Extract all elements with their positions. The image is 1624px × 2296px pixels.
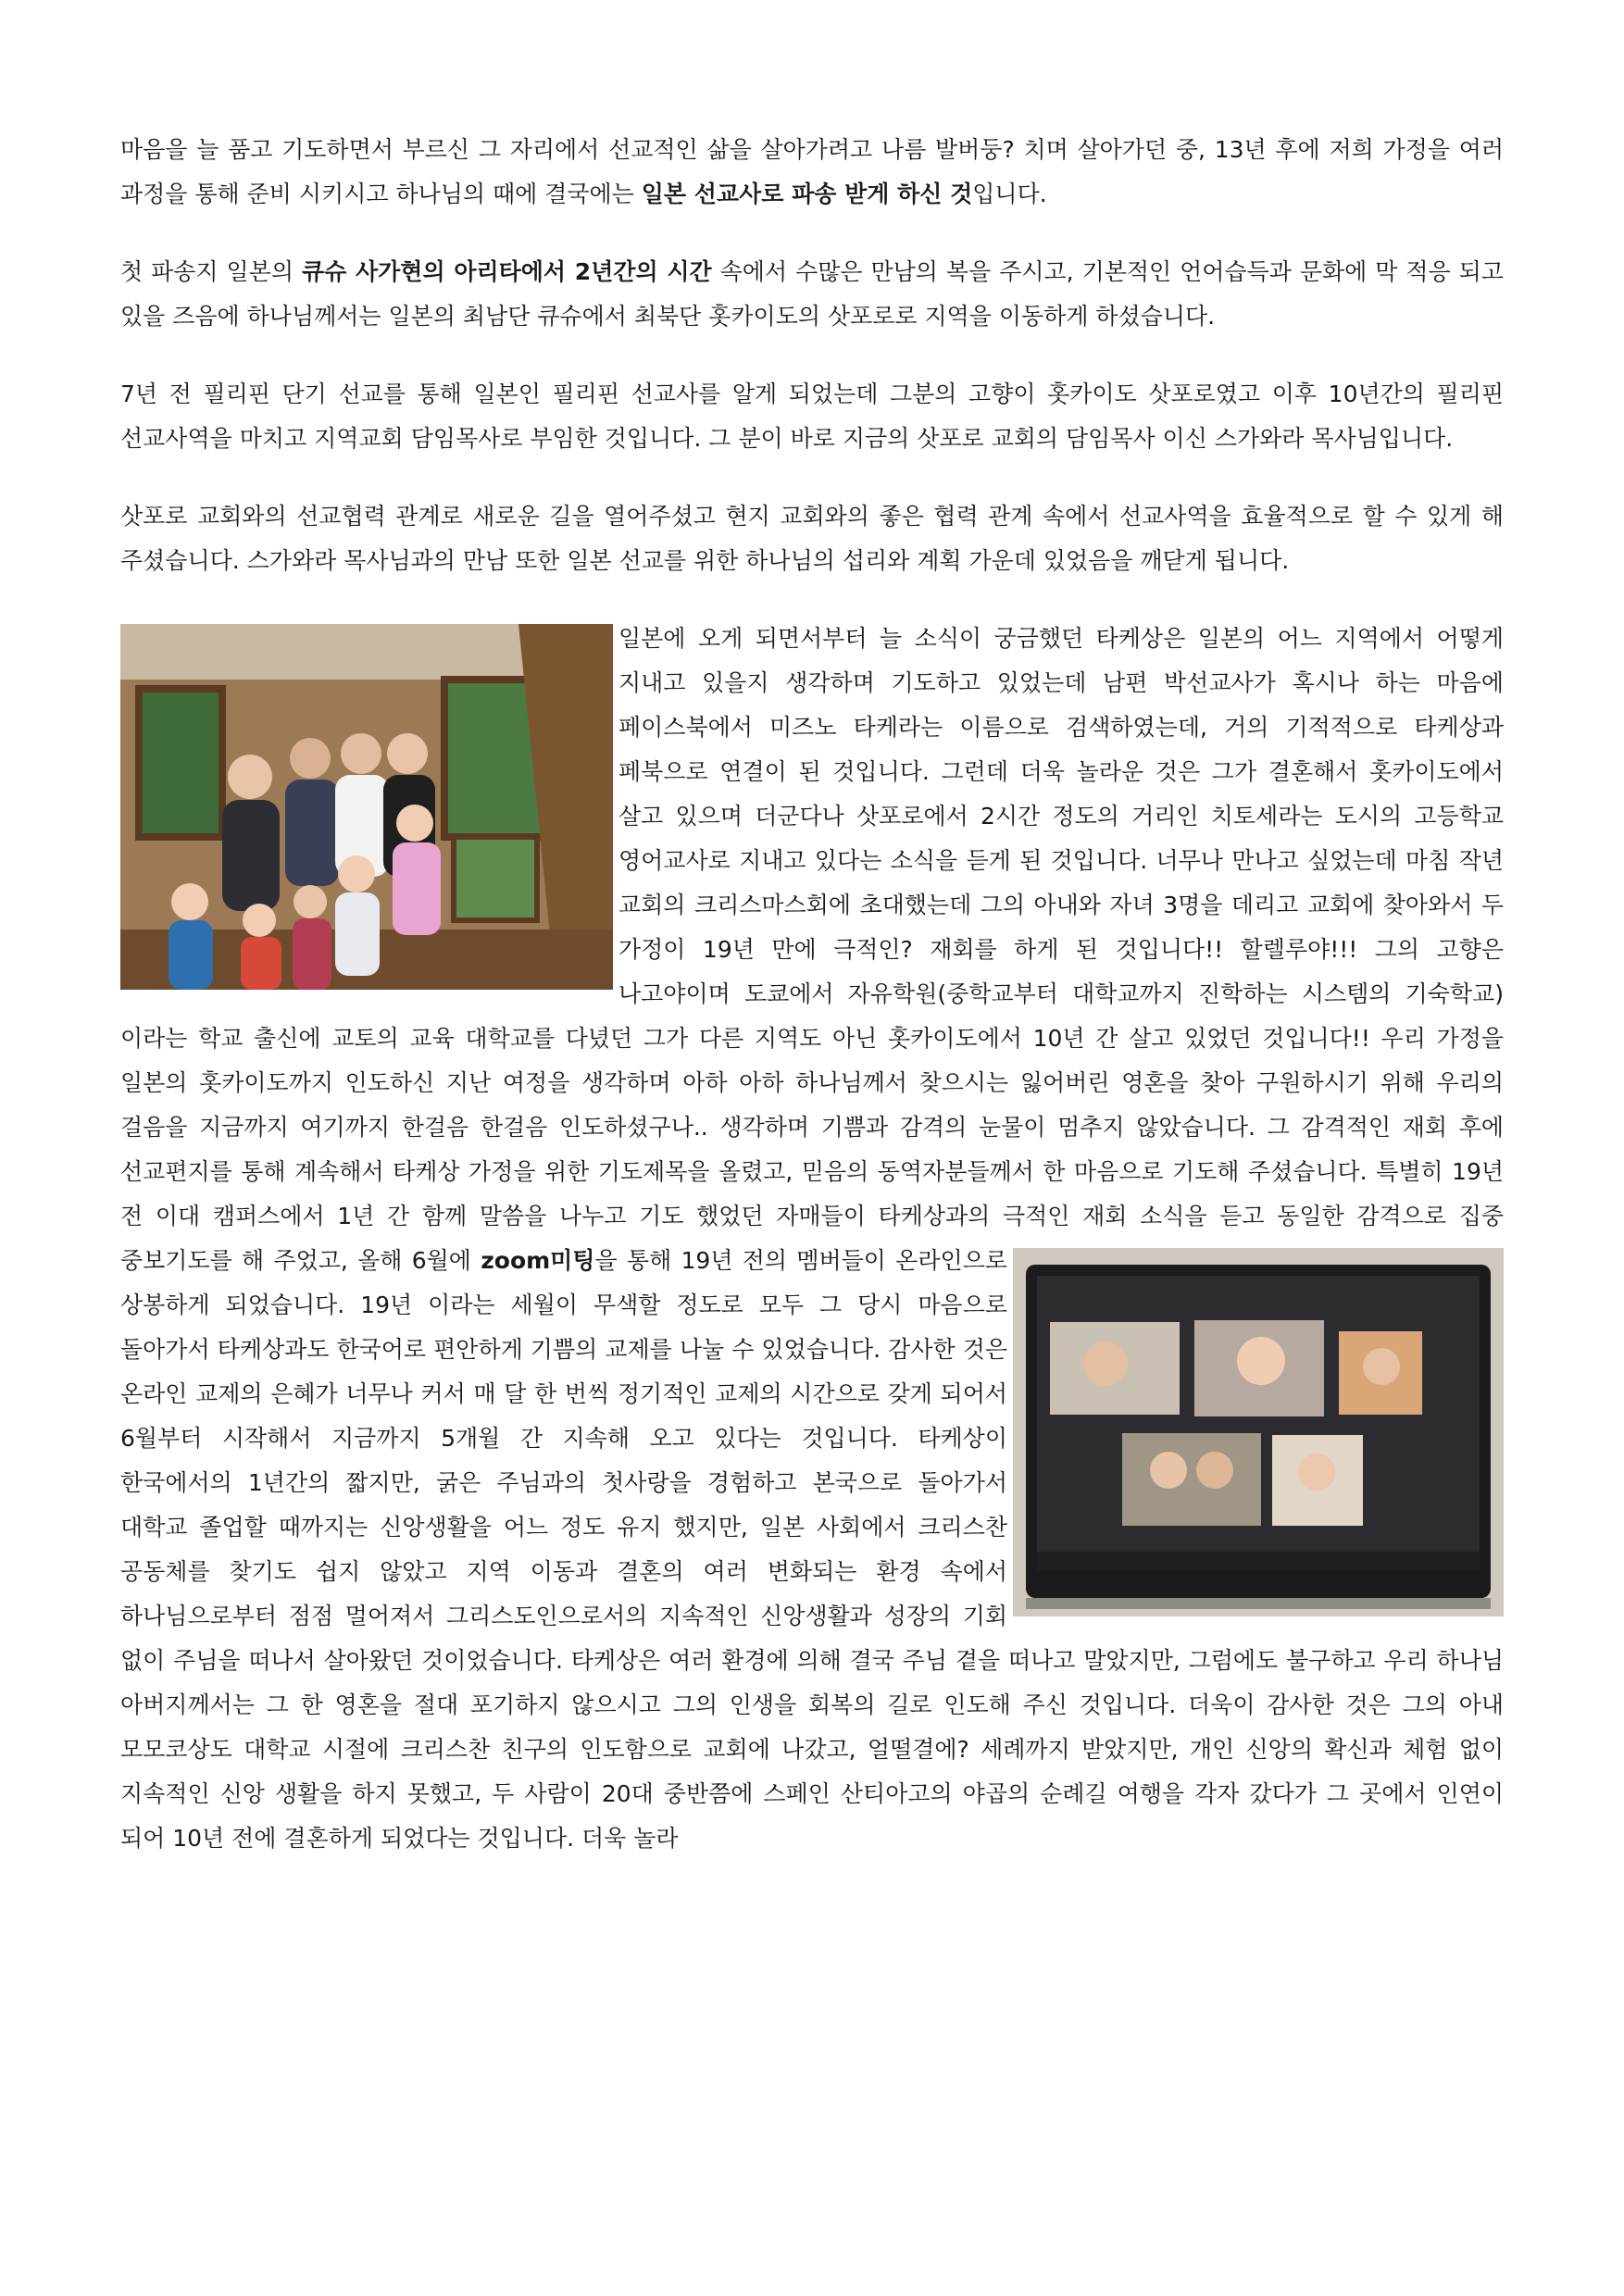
text-run: 을 통해 19년 전의 멤버들이 온라인으로 상봉하게 되었습니다. 19년 이라는 세월이 무색할 정도로 모두 그 당시 마음으로 돌아가서 타케상과도 한국어로 편안하게 기쁨의 교제를 나눌 수 있었습니다. 감사한 것은 온라인 교제의 은혜가 너무나 커서 매 달 한 번씩 정기적인 교제의 시간으로 갖게 되어서 6월부터 시작해서 지금까지 5개월 간 지속해 오고 있다는 것입니다. 타케상이 한국에서의 1년간의 짧지만, 굵은 주님과의 첫사랑을 경험하고 본국으로 돌아가서 대학교 졸업할 때까지는 신앙생활을 어느 정도 유지 했지만, 일본 사회에서 크리스찬 공동체를 찾기도 쉽지 않았고 지역 이동과 결혼의 여러 변화되는 환경 속에서 하나님으로부터 점점 멀어져서 그리스도인으로서의 지속적인 신앙생활과 성장의 기회 없이 주님을 떠나서 살아왔던 것이었습니다. 타케상은 여러 환경에 의해 결국 주님 곁을 떠나고 말았지만, 그럼에도 불구하고 우리 하나님 아버지께서는 그 한 영혼을 절대 포기하지 않으시고 그의 인생을 회복의 길로 인도해 주신 것입니다. 더욱이 감사한 것은 그의 아내 모모코상도 대학교 시절에 크리스찬 친구의 인도함으로 교회에 나갔고, 얼떨결에? 세례까지 받았지만, 개인 신앙의 확신과 체험 없이 지속적인 신앙 생활을 하지 못했고, 두 사람이 20대 중반쯤에 스페인 산티아고의 야곱의 순례길 여행을 각자 갔다가 그 곳에서 인연이 되어 10년 전에 결혼하게 되었다는 것입니다. 더욱 놀라 (120, 1247, 1504, 1852)
text-run: 마음을 늘 품고 기도하면서 부르신 그 자리에서 선교적인 삶을 살아가려고 나름 발버둥? 치며 살아가던 중, 13년 후에 저희 가정을 여러 과정을 통해 준비 시키시고 하나님의 때에 결국에는 (120, 136, 1504, 207)
text-run: 첫 파송지 일본의 (120, 258, 302, 285)
text-run: 입니다. (972, 181, 1047, 207)
text-run: 일본에 오게 되면서부터 늘 소식이 궁금했던 타케상은 일본의 어느 지역에서 어떻게 지내고 있을지 생각하며 기도하고 있었는데 남편 박선교사가 혹시나 하는 마음에 페이스북에서 미즈노 타케라는 이름으로 검색하였는데, 거의 기적적으로 타케상과 페북으로 연결이 된 것입니다. 그런데 더욱 놀라운 것은 그가 결혼해서 홋카이도에서 살고 있으며 더군다나 삿포로에서 2시간 정도의 거리인 치토세라는 도시의 고등학교 영어교사로 지내고 있다는 소식을 듣게 된 것입니다. 너무나 만나고 싶었는데 마침 작년 교회의 크리스마스회에 초대했는데 그의 아내와 자녀 3명을 데리고 교회에 찾아와서 두 가정이 19년 만에 극적인? 재회를 하게 된 것입니다!! 할렐루야!!! 그의 고향은 나고야이며 도쿄에서 자유학원(중학교부터 대학교까지 진학하는 시스템의 기숙학교)이라는 학교 출신에 교토의 교육 대학교를 다녔던 그가 다른 지역도 아닌 홋카이도에서 10년 간 살고 있었던 것입니다!! 우리 가정을 일본의 홋카이도까지 인도하신 지난 여정을 생각하며 아하 아하 하나님께서 찾으시는 잃어버린 영혼을 찾아 구원하시기 위해 우리의 걸음을 지금까지 여기까지 한걸음 한걸음 인도하셨구나.. 생각하며 기쁨과 감격의 눈물이 멈추지 않았습니다. 그 감격적인 재회 후에 선교편지를 통해 계속해서 타케상 가정을 위한 기도제목을 올렸고, 믿음의 동역자분들께서 한 마음으로 기도해 주셨습니다. 특별히 19년 전 이대 캠퍼스에서 1년 간 함께 말씀을 나누고 기도 했었던 자매들이 타케상과의 극적인 재회 소식을 듣고 동일한 감격으로 집중 중보기도를 해 주었고, 올해 6월에 (120, 625, 1504, 1274)
zoom-meeting-photo (1013, 1248, 1504, 1616)
document-body (120, 128, 1504, 1861)
bold-run: 일본 선교사로 파송 받게 하신 것 (641, 181, 973, 207)
zoom-photo-illustration (1013, 1248, 1504, 1616)
paragraph-3: 7년 전 필리핀 단기 선교를 통해 일본인 필리핀 선교사를 알게 되었는데 그분의 고향이 홋카이도 삿포로였고 이후 10년간의 필리핀 선교사역을 마치고 지역교회 담임목사로 부임한 것입니다. 그 분이 바로 지금의 삿포로 교회의 담임목사 이신 스가와라 목사님입니다. (120, 381, 1504, 452)
family-photo-illustration (120, 624, 613, 990)
paragraph-1 (120, 128, 1504, 217)
family-group-photo (120, 624, 613, 990)
bold-run: zoom미팅 (481, 1247, 595, 1274)
paragraph-2 (120, 250, 1504, 339)
paragraph-4: 삿포로 교회와의 선교협력 관계로 새로운 길을 열어주셨고 현지 교회와의 좋은 협력 관계 속에서 선교사역을 효율적으로 할 수 있게 해 주셨습니다. 스가와라 목사님과의 만남 또한 일본 선교를 위한 하나님의 섭리와 계획 가운데 있었음을 깨닫게 됩니다. (120, 503, 1504, 574)
text-run: 속에서 수많은 만남의 복을 주시고, 기본적인 언어습득과 문화에 막 적응 되고 있을 즈음에 하나님께서는 일본의 최남단 큐슈에서 최북단 홋카이도의 삿포로로 지역을 이동하게 하셨습니다. (120, 258, 1504, 330)
bold-run: 큐슈 사가현의 아리타에서 2년간의 시간 (301, 258, 712, 285)
